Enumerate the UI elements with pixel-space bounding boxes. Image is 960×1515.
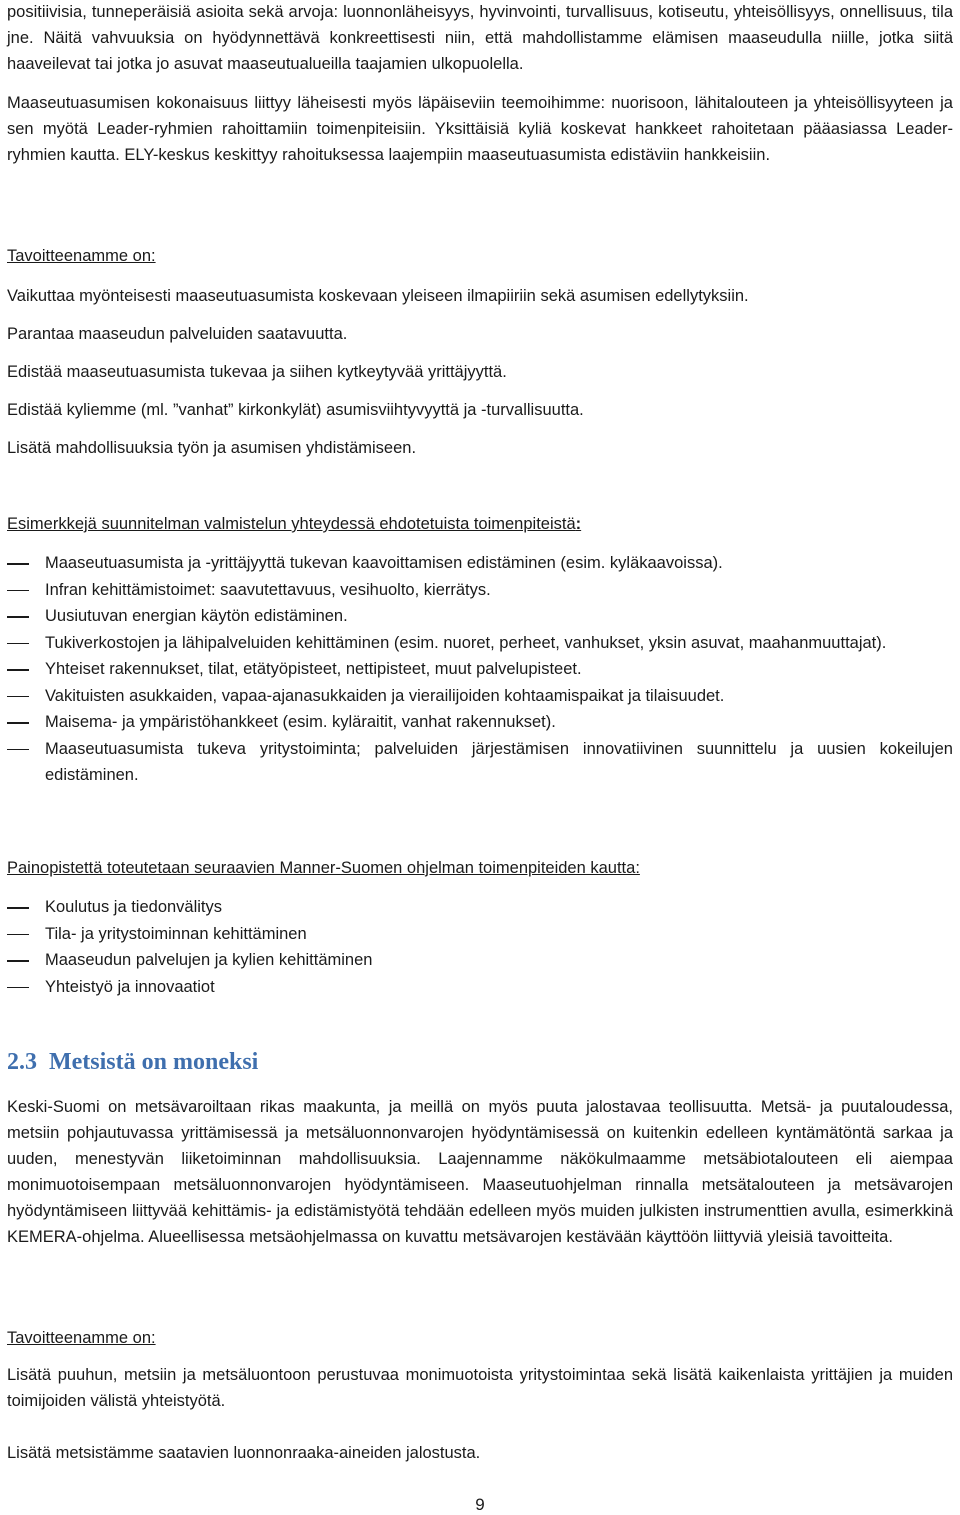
list-item: Maaseudun palvelujen ja kylien kehittäminen <box>7 947 953 974</box>
goal-item: Edistää maaseutuasumista tukevaa ja siihen kytkeytyvää yrittäjyyttä. <box>7 363 507 381</box>
goals-heading-2: Tavoitteenamme on: <box>7 1329 156 1347</box>
goal-item: Lisätä mahdollisuuksia työn ja asumisen yhdistämiseen. <box>7 439 417 457</box>
section-title: Metsistä on moneksi <box>49 1049 259 1075</box>
list-item: Maaseutuasumista ja -yrittäjyyttä tukevan kaavoittamisen edistäminen (esim. kyläkaavoissa). <box>7 550 953 577</box>
focus-list <box>7 894 953 1000</box>
goals-list <box>7 283 953 461</box>
list-item: Yhteistyö ja innovaatiot <box>7 974 953 1001</box>
list-item: Maaseutuasumista tukeva yritystoiminta; palveluiden järjestämisen innovatiivinen suunnittelu ja uusien kokeilujen edistäminen. <box>7 736 953 789</box>
examples-list <box>7 550 953 789</box>
goal-item: Parantaa maaseudun palveluiden saatavuutta. <box>7 325 348 343</box>
list-item: Maisema- ja ympäristöhankkeet (esim. kyläraitit, vanhat rakennukset). <box>7 709 953 736</box>
list-item: Vakituisten asukkaiden, vapaa-ajanasukkaiden ja vierailijoiden kohtaamispaikat ja tilaisuudet. <box>7 683 953 710</box>
page-number: 9 <box>475 1495 485 1514</box>
examples-heading <box>7 511 581 537</box>
list-item: Uusiutuvan energian käytön edistäminen. <box>7 603 953 630</box>
section-heading <box>7 1047 258 1077</box>
goal-item: Lisätä metsistämme saatavien luonnonraaka-aineiden jalostusta. <box>7 1444 481 1462</box>
goal-item: Lisätä puuhun, metsiin ja metsäluontoon perustuvaa monimuotoista yritystoimintaa sekä lisätä kaikenlaista yrittäjien ja muiden toimijoiden välistä yhteistyötä. <box>7 1366 953 1410</box>
intro-paragraph: positiivisia, tunneperäisiä asioita sekä arvoja: luonnonläheisyys, hyvinvointi, turvallisuus, kotiseutu, yhteisöllisyys, onnellisuus, tila jne. Näitä vahvuuksia on hyödynnettävä konkreettisesti niin, että mahdollistamme elämisen maaseudulla niille, jotka siitä haaveilevat tai jotka jo asuvat maaseutualueilla taajamien ulkopuolella. <box>7 3 953 73</box>
list-item: Tukiverkostojen ja lähipalveluiden kehittäminen (esim. nuoret, perheet, vanhukset, yksin asuvat, maahanmuuttajat). <box>7 630 953 657</box>
list-item: Tila- ja yritystoiminnan kehittäminen <box>7 921 953 948</box>
goals-heading: Tavoitteenamme on: <box>7 247 156 265</box>
list-item: Koulutus ja tiedonvälitys <box>7 894 953 921</box>
paragraph-rural-living: Maaseutuasumisen kokonaisuus liittyy läheisesti myös läpäiseviin teemoihimme: nuorisoon, lähitalouteen ja yhteisöllisyyteen ja sen myötä Leader-ryhmien rahoittamiin toimenpiteisiin. Yksittäisiä kyliä koskevat hankkeet rahoitetaan pääasiassa Leader-ryhmien kautta. ELY-keskus keskittyy rahoituksessa laajempiin maaseutuasumista edistäviin hankkeisiin. <box>7 94 953 164</box>
examples-heading-text: Esimerkkejä suunnitelman valmistelun yhteydessä ehdotetuista toimenpiteistä <box>7 515 576 533</box>
goal-item: Edistää kyliemme (ml. ”vanhat” kirkonkylät) asumisviihtyvyyttä ja -turvallisuutta. <box>7 401 584 419</box>
goal-item: Vaikuttaa myönteisesti maaseutuasumista koskevaan yleiseen ilmapiiriin sekä asumisen edellytyksiin. <box>7 287 749 305</box>
section-paragraph: Keski-Suomi on metsävaroiltaan rikas maakunta, ja meillä on myös puuta jalostavaa teollisuutta. Metsä- ja puutaloudessa, metsiin pohjautuvassa yrittämisessä ja metsäluonnonvarojen hyödyntämisessä on kuitenkin edelleen kyntämätöntä sarkaa ja uuden, menestyvän liiketoiminnan mahdollisuuksia. Laajennamme näkökulmaamme metsäbiotalouteen eli aiempaa monimuotoisempaan metsäluonnonvarojen hyödyntämiseen. Maaseutuohjelman rinnalla metsätalouteen ja metsävarojen hyödyntämiseen liittyvää kehittämis- ja edistämistyötä tehdään edelleen myös muiden julkisten instrumenttien avulla, esimerkkinä KEMERA-ohjelma. Alueellisessa metsäohjelmassa on kuvattu metsävarojen kestävään käyttöön liittyviä yleisiä tavoitteita. <box>7 1098 953 1246</box>
list-item: Infran kehittämistoimet: saavutettavuus, vesihuolto, kierrätys. <box>7 577 953 604</box>
examples-heading-colon: : <box>575 515 582 533</box>
section-number: 2.3 <box>7 1049 37 1075</box>
list-item: Yhteiset rakennukset, tilat, etätyöpisteet, nettipisteet, muut palvelupisteet. <box>7 656 953 683</box>
focus-heading: Painopistettä toteutetaan seuraavien Manner-Suomen ohjelman toimenpiteiden kautta: <box>7 859 640 877</box>
